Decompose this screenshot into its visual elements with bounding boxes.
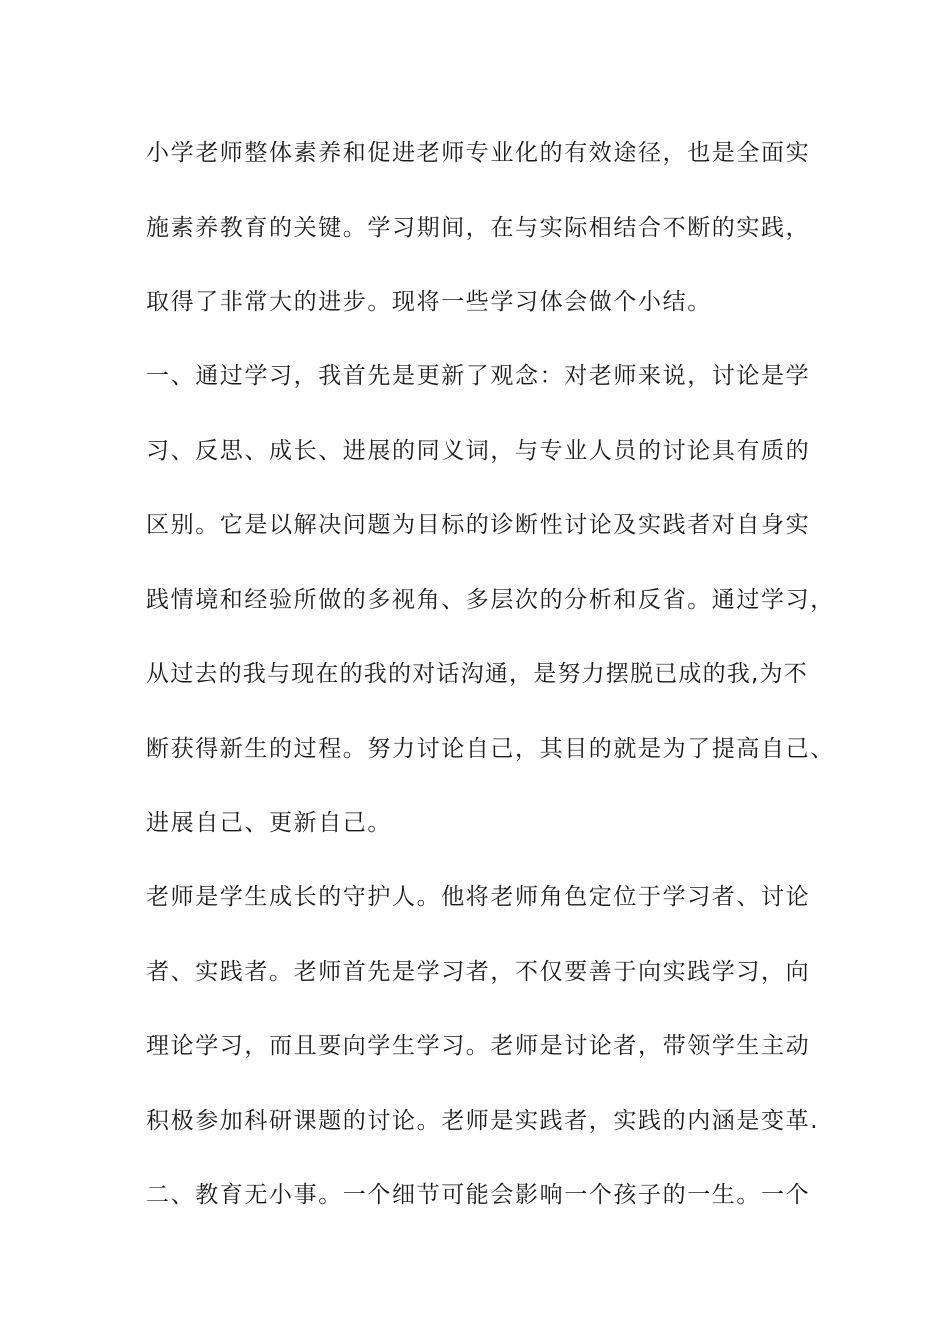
text-line: 践情境和经验所做的多视角、多层次的分析和反省。通过学习， bbox=[146, 587, 835, 613]
text-line: 一、通过学习，我首先是更新了观念：对老师来说，讨论是学 bbox=[146, 363, 811, 389]
text-line: 区别。它是以解决问题为目标的诊断性讨论及实践者对自身实 bbox=[146, 512, 811, 538]
text-line: 进展自己、更新自己。 bbox=[146, 810, 392, 836]
text-line: 断获得新生的过程。努力讨论自己，其目的就是为了提高自己、 bbox=[146, 736, 835, 762]
text-line: 老师是学生成长的守护人。他将老师角色定位于学习者、讨论 bbox=[146, 884, 811, 910]
text-line: 小学老师整体素养和促进老师专业化的有效途径，也是全面实 bbox=[146, 140, 811, 166]
text-line: 习、反思、成长、进展的同义词，与专业人员的讨论具有质的 bbox=[146, 438, 811, 464]
text-line: 取得了非常大的进步。现将一些学习体会做个小结。 bbox=[146, 289, 712, 315]
text-line: 理论学习，而且要向学生学习。老师是讨论者，带领学生主动 bbox=[146, 1033, 811, 1059]
text-line: 二、教育无小事。一个细节可能会影响一个孩子的一生。一个 bbox=[146, 1182, 811, 1208]
text-line: 从过去的我与现在的我的对话沟通，是努力摆脱已成的我,为不 bbox=[146, 661, 808, 687]
text-line: 者、实践者。老师首先是学习者，不仅要善于向实践学习，向 bbox=[146, 959, 811, 985]
text-line: 积极参加科研课题的讨论。老师是实践者，实践的内涵是变革. bbox=[146, 1108, 820, 1134]
text-line: 施素养教育的关键。学习期间，在与实际相结合不断的实践， bbox=[146, 215, 811, 241]
